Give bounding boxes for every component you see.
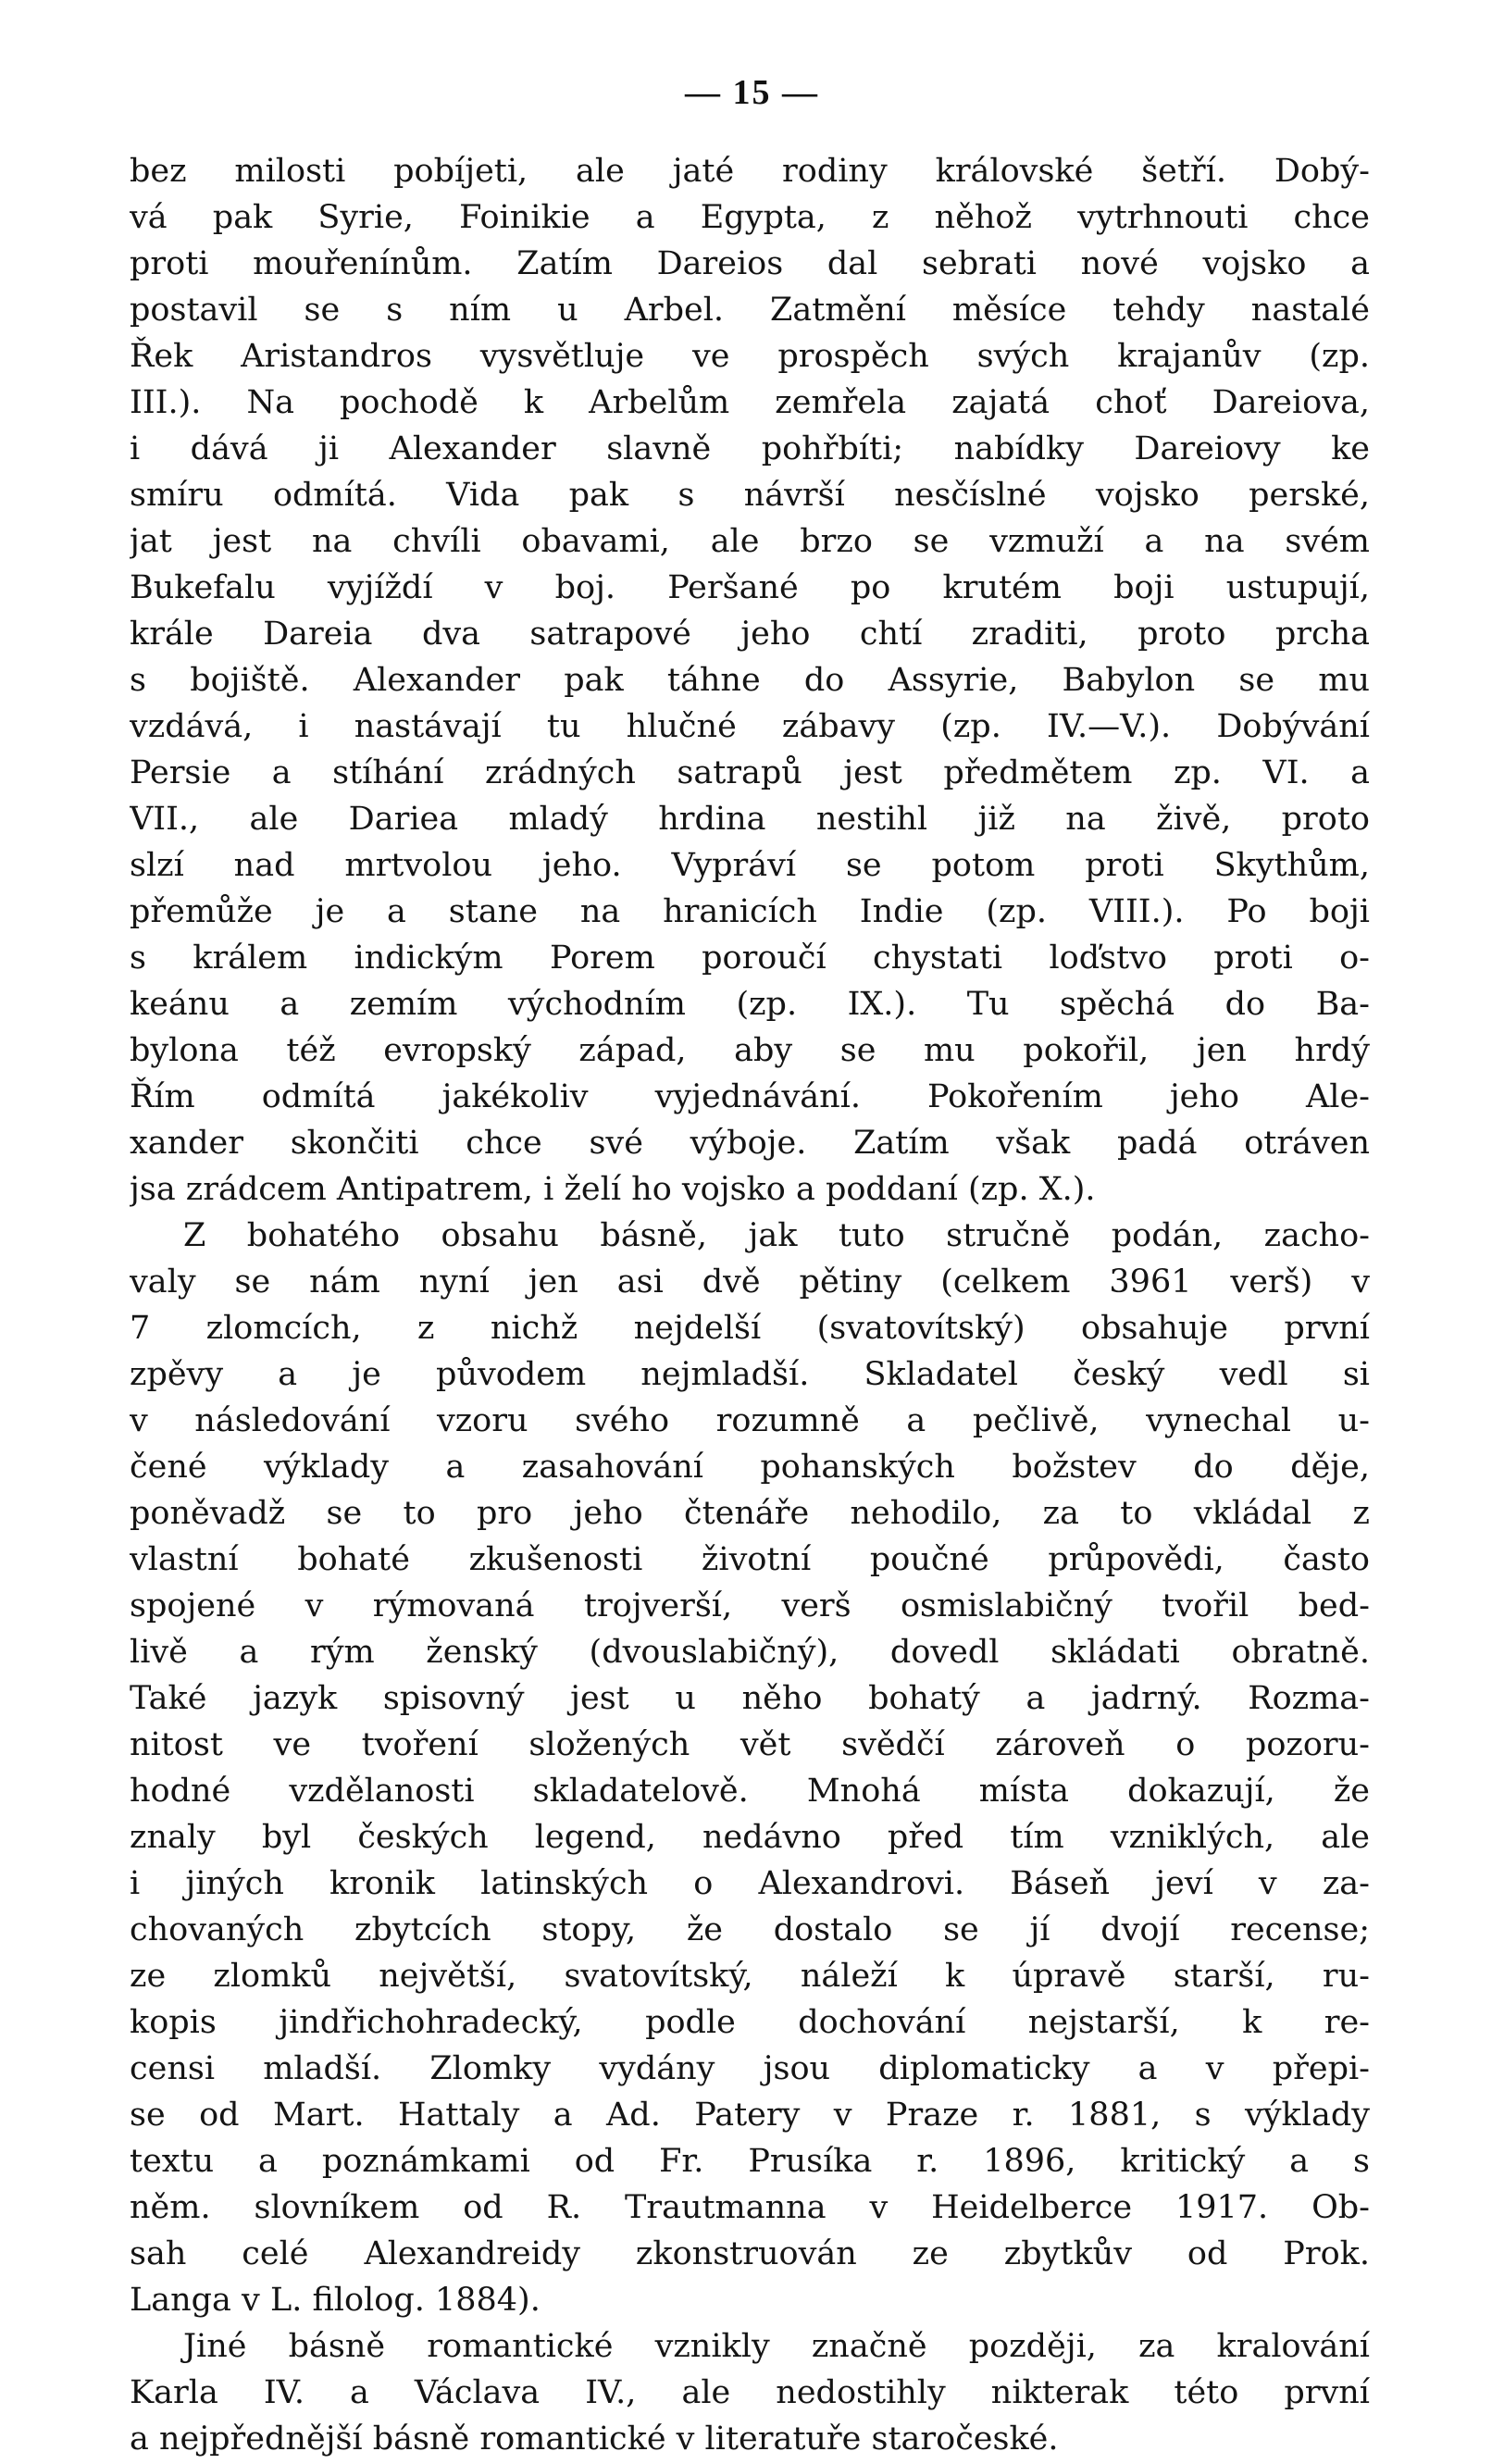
text-line: Řek Aristandros vysvětluje ve prospěch svých krajanův (zp. bbox=[130, 338, 1370, 375]
text-line: III.). Na pochodě k Arbelům zemřela zajatá choť Dareiova, bbox=[130, 384, 1370, 421]
text-line: i jiných kronik latinských o Alexandrovi. Báseň jeví v za- bbox=[130, 1865, 1370, 1902]
text-line: censi mladší. Zlomky vydány jsou diplomaticky a v přepi- bbox=[130, 2050, 1370, 2087]
text-line: xander skončiti chce své výboje. Zatím však padá otráven bbox=[130, 1125, 1370, 1162]
text-line: Langa v L. filolog. 1884). bbox=[130, 2282, 541, 2319]
text-line: textu a poznámkami od Fr. Prusíka r. 1896, kritický a s bbox=[130, 2143, 1370, 2180]
text-line: sah celé Alexandreidy zkonstruován ze zbytkův od Prok. bbox=[130, 2235, 1370, 2272]
text-line: bez milosti pobíjeti, ale jaté rodiny královské šetří. Dobý- bbox=[130, 153, 1370, 190]
page-number: — 15 — bbox=[685, 73, 819, 112]
text-line: 7 zlomcích, z nichž nejdelší (svatovítský) obsahuje první bbox=[130, 1310, 1370, 1347]
text-line: chovaných zbytcích stopy, že dostalo se jí dvojí recense; bbox=[130, 1911, 1370, 1948]
text-line: postavil se s ním u Arbel. Zatmění měsíce tehdy nastalé bbox=[130, 292, 1370, 329]
text-line: Bukefalu vyjíždí v boj. Peršané po krutém boji ustupují, bbox=[130, 569, 1370, 606]
text-line: vlastní bohaté zkušenosti životní poučné průpovědi, často bbox=[130, 1541, 1370, 1578]
text-line: keánu a zemím východním (zp. IX.). Tu spěchá do Ba- bbox=[130, 986, 1370, 1023]
text-line: Řím odmítá jakékoliv vyjednávání. Pokořením jeho Ale- bbox=[130, 1078, 1370, 1115]
text-line: krále Dareia dva satrapové jeho chtí zraditi, proto prcha bbox=[130, 616, 1370, 653]
text-line: vá pak Syrie, Foinikie a Egypta, z něhož vytrhnouti chce bbox=[130, 199, 1370, 236]
body-text bbox=[130, 148, 1370, 2462]
text-line: a nejpřednější básně romantické v literatuře staročeské. bbox=[130, 2420, 1059, 2458]
text-line: i dává ji Alexander slavně pohřbíti; nabídky Dareiovy ke bbox=[130, 430, 1370, 467]
text-line: čené výklady a zasahování pohanských božstev do děje, bbox=[130, 1449, 1370, 1486]
text-line: něm. slovníkem od R. Trautmanna v Heidelberce 1917. Ob- bbox=[130, 2189, 1370, 2226]
text-line: valy se nám nyní jen asi dvě pětiny (celkem 3961 verš) v bbox=[130, 1263, 1370, 1300]
text-line: se od Mart. Hattaly a Ad. Patery v Praze r. 1881, s výklady bbox=[130, 2097, 1370, 2134]
text-line: kopis jindřichohradecký, podle dochování nejstarší, k re- bbox=[130, 2004, 1370, 2041]
text-line: Také jazyk spisovný jest u něho bohatý a jadrný. Rozma- bbox=[130, 1680, 1370, 1717]
text-line: Jiné básně romantické vznikly značně později, za kralování bbox=[183, 2328, 1370, 2365]
text-line: ze zlomků největší, svatovítský, náleží k úpravě starší, ru- bbox=[130, 1958, 1370, 1995]
text-line: Karla IV. a Václava IV., ale nedostihly nikterak této první bbox=[130, 2374, 1370, 2411]
text-line: spojené v rýmovaná trojverší, verš osmislabičný tvořil bed- bbox=[130, 1587, 1370, 1624]
text-line: livě a rým ženský (dvouslabičný), dovedl skládati obratně. bbox=[130, 1634, 1370, 1671]
text-line: s bojiště. Alexander pak táhne do Assyrie, Babylon se mu bbox=[130, 662, 1370, 699]
text-line: zpěvy a je původem nejmladší. Skladatel český vedl si bbox=[130, 1356, 1370, 1393]
text-line: jsa zrádcem Antipatrem, i želí ho vojsko a poddaní (zp. X.). bbox=[130, 1171, 1096, 1208]
text-line: nitost ve tvoření složených vět svědčí zároveň o pozoru- bbox=[130, 1726, 1370, 1763]
text-line: v následování vzoru svého rozumně a pečlivě, vynechal u- bbox=[130, 1402, 1370, 1439]
text-line: hodné vzdělanosti skladatelově. Mnohá místa dokazují, že bbox=[130, 1773, 1370, 1810]
text-line: poněvadž se to pro jeho čtenáře nehodilo, za to vkládal z bbox=[130, 1495, 1370, 1532]
text-line: Z bohatého obsahu básně, jak tuto stručně podán, zacho- bbox=[183, 1217, 1370, 1254]
text-line: jat jest na chvíli obavami, ale brzo se vzmuží a na svém bbox=[130, 523, 1370, 560]
text-line: s králem indickým Porem poroučí chystati loďstvo proti o- bbox=[130, 940, 1370, 977]
text-line: proti mouřenínům. Zatím Dareios dal sebrati nové vojsko a bbox=[130, 245, 1370, 282]
text-line: Persie a stíhání zrádných satrapů jest předmětem zp. VI. a bbox=[130, 754, 1370, 791]
text-line: vzdává, i nastávají tu hlučné zábavy (zp. IV.—V.). Dobývání bbox=[130, 708, 1370, 745]
text-line: bylona též evropský západ, aby se mu pokořil, jen hrdý bbox=[130, 1032, 1370, 1069]
text-line: VII., ale Dariea mladý hrdina nestihl již na živě, proto bbox=[130, 801, 1370, 838]
text-line: znaly byl českých legend, nedávno před tím vzniklých, ale bbox=[130, 1819, 1370, 1856]
text-line: slzí nad mrtvolou jeho. Vypráví se potom proti Skythům, bbox=[130, 847, 1370, 884]
text-line: smíru odmítá. Vida pak s návrší nesčíslné vojsko perské, bbox=[130, 477, 1370, 514]
text-line: přemůže je a stane na hranicích Indie (zp. VIII.). Po boji bbox=[130, 893, 1370, 930]
